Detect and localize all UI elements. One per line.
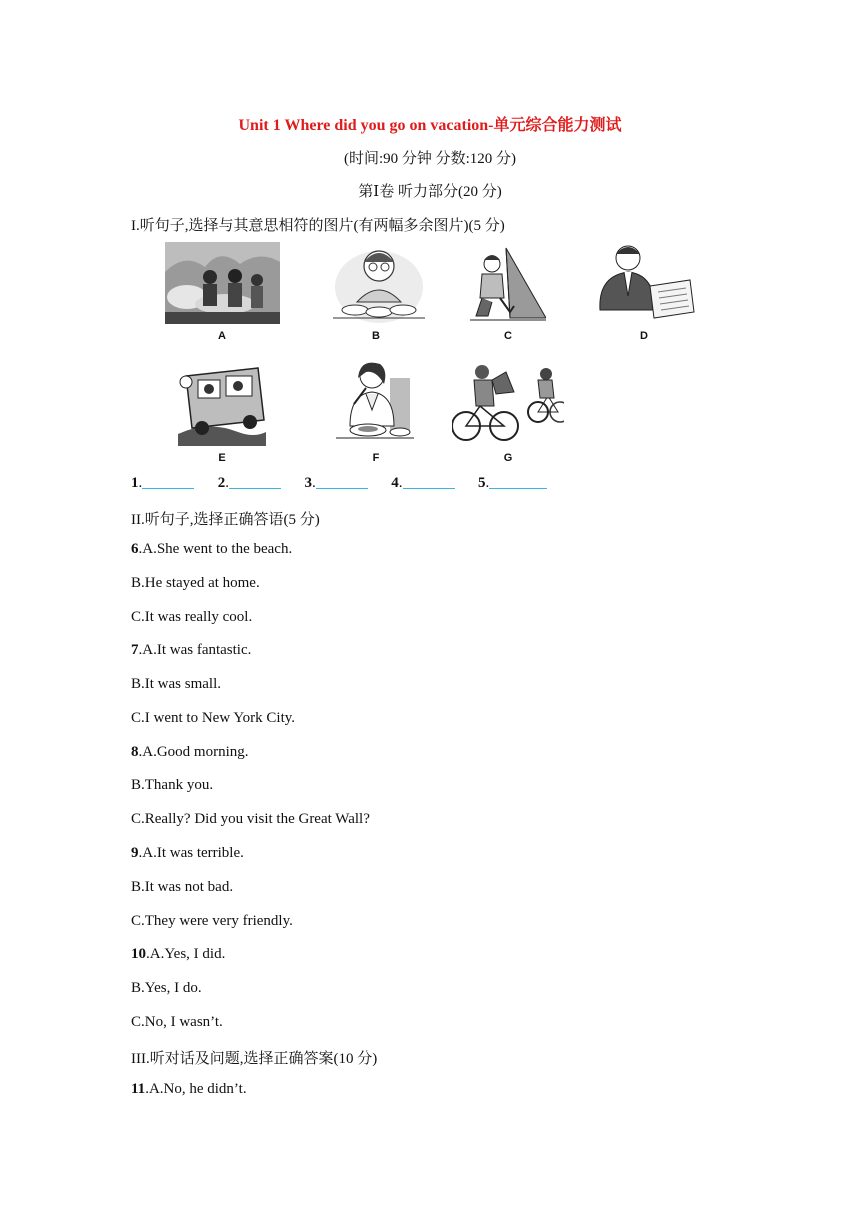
people-riding-bikes-icon	[452, 362, 564, 448]
question-10-option-a: 10.A.Yes, I did.	[131, 946, 226, 962]
picture-b	[333, 242, 425, 324]
volume-heading: 第Ⅰ卷 听力部分(20 分)	[358, 184, 502, 200]
picture-label-f: F	[372, 452, 380, 464]
answer-item: 4.	[391, 475, 454, 491]
picture-label-b: B	[372, 330, 380, 342]
answer-item: 1.	[131, 475, 194, 491]
answer-blank-3[interactable]	[316, 474, 368, 489]
picture-e	[178, 362, 266, 446]
group-people-outdoor-photo-icon	[165, 242, 280, 324]
question-9-option-a: 9.A.It was terrible.	[131, 845, 244, 861]
answer-blank-4[interactable]	[403, 474, 455, 489]
answer-blank-5[interactable]	[489, 474, 547, 489]
picture-label-e: E	[218, 452, 226, 464]
question-10-option-b: B.Yes, I do.	[131, 980, 202, 996]
woman-eating-meal-icon	[336, 358, 414, 444]
picture-label-g: G	[503, 452, 513, 464]
picture-label-c: C	[504, 330, 512, 342]
answer-item: 5.	[478, 475, 547, 491]
man-reading-newspaper-icon	[594, 240, 696, 324]
picture-label-a: A	[218, 330, 226, 342]
question-9-option-b: B.It was not bad.	[131, 879, 234, 895]
question-6-option-b: B.He stayed at home.	[131, 575, 260, 591]
picture-c	[470, 242, 546, 324]
boy-eating-meal-icon	[333, 242, 425, 324]
picture-a	[165, 242, 280, 324]
answer-item: 2.	[218, 475, 281, 491]
answer-blank-2[interactable]	[229, 474, 281, 489]
man-setting-up-tent-icon	[470, 242, 546, 324]
picture-f	[336, 358, 414, 444]
answer-blanks	[131, 474, 547, 492]
question-8-option-c: C.Really? Did you visit the Great Wall?	[131, 811, 370, 827]
section2-heading: II.听句子,选择正确答语(5 分)	[131, 512, 320, 528]
question-7-option-b: B.It was small.	[131, 676, 221, 692]
picture-label-d: D	[640, 330, 648, 342]
question-6-option-a: 6.A.She went to the beach.	[131, 541, 293, 557]
question-11-option-a: 11.A.No, he didn’t.	[131, 1081, 247, 1097]
question-7-option-c: C.I went to New York City.	[131, 710, 296, 726]
picture-g	[452, 362, 564, 448]
question-9-option-c: C.They were very friendly.	[131, 913, 293, 929]
people-in-bus-icon	[178, 362, 266, 446]
section1-heading: I.听句子,选择与其意思相符的图片(有两幅多余图片)(5 分)	[131, 218, 505, 234]
question-6-option-c: C.It was really cool.	[131, 609, 253, 625]
answer-blank-1[interactable]	[142, 474, 194, 489]
question-8-option-a: 8.A.Good morning.	[131, 744, 249, 760]
question-7-option-a: 7.A.It was fantastic.	[131, 642, 252, 658]
question-8-option-b: B.Thank you.	[131, 777, 214, 793]
section3-heading: III.听对话及问题,选择正确答案(10 分)	[131, 1051, 378, 1067]
exam-meta: (时间:90 分钟 分数:120 分)	[343, 151, 517, 167]
question-10-option-c: C.No, I wasn’t.	[131, 1014, 223, 1030]
worksheet-title: Unit 1 Where did you go on vacation-单元综合能力测试	[238, 117, 622, 134]
picture-d	[594, 240, 696, 324]
answer-item: 3.	[305, 475, 368, 491]
